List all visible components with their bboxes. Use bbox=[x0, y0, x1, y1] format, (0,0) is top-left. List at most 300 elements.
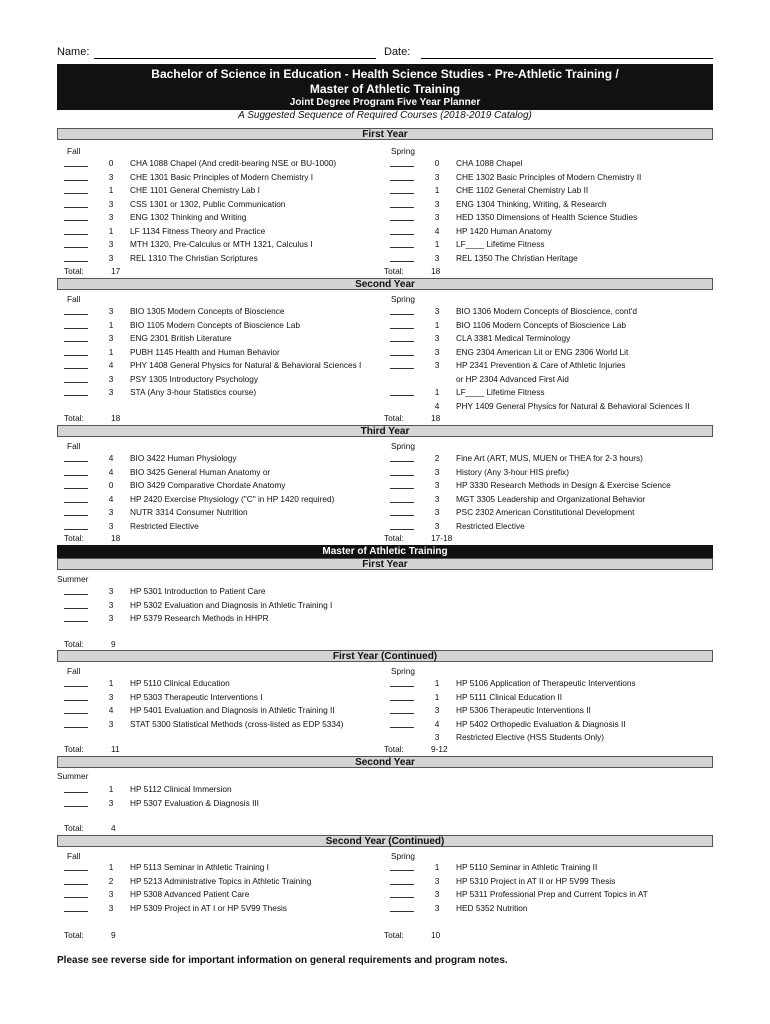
credit-hours: 0 bbox=[434, 158, 440, 168]
course-name: LF 1134 Fitness Theory and Practice bbox=[130, 225, 266, 236]
course-name: or HP 2304 Advanced First Aid bbox=[456, 373, 569, 384]
credit-hours: 1 bbox=[108, 784, 114, 794]
course-name: CSS 1301 or 1302, Public Communication bbox=[130, 198, 286, 209]
term-label: Fall bbox=[67, 666, 81, 676]
course-name: STAT 5300 Statistical Methods (cross-listed as EDP 5334) bbox=[130, 718, 344, 729]
total-label: Total: bbox=[64, 639, 84, 649]
grade-blank[interactable] bbox=[390, 506, 414, 516]
course-name: BIO 1305 Modern Concepts of Bioscience bbox=[130, 306, 285, 316]
credit-hours: 3 bbox=[108, 252, 114, 263]
credit-hours: 3 bbox=[434, 360, 440, 370]
credit-hours: 3 bbox=[434, 198, 440, 209]
credit-hours: 3 bbox=[434, 889, 440, 899]
credit-hours: 4 bbox=[108, 360, 114, 370]
credit-hours: 3 bbox=[434, 333, 440, 343]
grade-blank[interactable] bbox=[390, 157, 414, 167]
total-label: Total: bbox=[384, 413, 404, 423]
grade-blank[interactable] bbox=[64, 238, 88, 248]
course-name: Restricted Elective (HSS Students Only) bbox=[456, 732, 605, 742]
page-title bbox=[57, 64, 713, 110]
section-header: Second Year bbox=[57, 278, 713, 290]
grade-blank[interactable] bbox=[390, 346, 414, 356]
course-name: ENG 1302 Thinking and Writing bbox=[130, 212, 247, 222]
course-name: CHE 1301 Basic Principles of Modern Chemistry I bbox=[130, 171, 314, 182]
course-name: BIO 1306 Modern Concepts of Bioscience, cont'd bbox=[456, 306, 637, 316]
course-row bbox=[390, 305, 710, 318]
credit-hours: 3 bbox=[108, 306, 114, 316]
grade-blank[interactable] bbox=[64, 386, 88, 396]
name-label: Name: bbox=[57, 46, 90, 58]
course-row bbox=[390, 888, 710, 901]
grade-blank[interactable] bbox=[390, 466, 414, 476]
course-name: HP 5301 Introduction to Patient Care bbox=[130, 586, 266, 596]
course-name: LF____ Lifetime Fitness bbox=[456, 239, 545, 249]
course-name: HP 5302 Evaluation and Diagnosis in Athletic Training I bbox=[130, 599, 333, 610]
course-row bbox=[64, 493, 384, 506]
credit-hours: 3 bbox=[108, 520, 114, 531]
total-label: Total: bbox=[64, 266, 84, 276]
credit-hours: 3 bbox=[108, 373, 114, 384]
grade-blank[interactable] bbox=[64, 861, 88, 871]
total-value: 17 bbox=[111, 266, 121, 276]
credit-hours: 3 bbox=[434, 306, 440, 316]
credit-hours: 4 bbox=[108, 493, 114, 504]
grade-blank[interactable] bbox=[390, 520, 414, 530]
grade-blank[interactable] bbox=[390, 493, 414, 503]
course-row bbox=[64, 479, 384, 492]
course-name: ENG 2301 British Literature bbox=[130, 333, 232, 343]
course-row bbox=[64, 238, 384, 251]
course-row bbox=[64, 861, 384, 874]
course-row bbox=[64, 211, 384, 224]
course-row bbox=[64, 888, 384, 901]
credit-hours: 4 bbox=[108, 453, 114, 463]
credit-hours: 3 bbox=[108, 889, 114, 899]
credit-hours: 3 bbox=[108, 718, 114, 729]
course-row bbox=[390, 373, 710, 386]
course-name: PSY 1305 Introductory Psychology bbox=[130, 373, 259, 384]
credit-hours: 3 bbox=[434, 493, 440, 504]
section-header: Second Year bbox=[57, 756, 713, 768]
course-name: Restricted Elective bbox=[456, 520, 525, 531]
page-subtitle: Joint Degree Program Five Year Planner bbox=[289, 97, 481, 108]
grade-blank[interactable] bbox=[64, 225, 88, 235]
footer-note: Please see reverse side for important information on general requirements and program notes. bbox=[57, 955, 508, 966]
course-row bbox=[390, 691, 710, 704]
course-name: HP 5303 Therapeutic Interventions I bbox=[130, 691, 263, 702]
course-row bbox=[390, 718, 710, 731]
grade-blank[interactable] bbox=[64, 599, 88, 609]
credit-hours: 3 bbox=[434, 346, 440, 357]
credit-hours: 4 bbox=[434, 718, 440, 729]
grade-blank[interactable] bbox=[390, 386, 414, 396]
course-row bbox=[390, 677, 710, 690]
grade-blank[interactable] bbox=[64, 691, 88, 701]
page-tagline: A Suggested Sequence of Required Courses (2018-2019 Catalog) bbox=[238, 110, 532, 121]
course-name: HP 5379 Research Methods in HHPR bbox=[130, 613, 269, 623]
credit-hours: 3 bbox=[108, 333, 114, 343]
course-name: PHY 1409 General Physics for Natural & Behavioral Sciences II bbox=[456, 400, 690, 411]
course-name: HP 5309 Project in AT I or HP 5V99 Thesis bbox=[130, 902, 287, 913]
credit-hours: 3 bbox=[434, 212, 440, 222]
course-row bbox=[64, 157, 384, 170]
course-row bbox=[64, 359, 384, 372]
course-row bbox=[64, 718, 384, 731]
course-row bbox=[64, 184, 384, 197]
grade-blank[interactable] bbox=[390, 171, 414, 181]
course-name: BIO 3425 General Human Anatomy or bbox=[130, 466, 271, 477]
grade-blank[interactable] bbox=[390, 225, 414, 235]
grade-blank[interactable] bbox=[390, 319, 414, 329]
title-line-1: Bachelor of Science in Education - Health Science Studies - Pre-Athletic Training / bbox=[151, 67, 619, 81]
course-name: HP 2341 Prevention & Care of Athletic Injuries bbox=[456, 360, 626, 370]
course-name: CHE 1302 Basic Principles of Modern Chemistry II bbox=[456, 171, 642, 182]
grade-blank[interactable] bbox=[390, 691, 414, 701]
total-value: 11 bbox=[111, 744, 120, 754]
grade-blank[interactable] bbox=[390, 359, 414, 369]
credit-hours: 2 bbox=[434, 453, 440, 463]
credit-hours: 3 bbox=[108, 239, 114, 249]
course-name: HP 5106 Application of Therapeutic Interventions bbox=[456, 678, 636, 688]
course-row bbox=[64, 319, 384, 332]
course-name: HP 5111 Clinical Education II bbox=[456, 691, 563, 702]
credit-hours: 3 bbox=[434, 732, 440, 742]
credit-hours: 4 bbox=[434, 225, 440, 236]
grade-blank[interactable] bbox=[64, 612, 88, 622]
course-row bbox=[390, 452, 710, 465]
course-row bbox=[64, 704, 384, 717]
course-name: HP 5213 Administrative Topics in Athletic Training bbox=[130, 875, 312, 886]
credit-hours: 3 bbox=[434, 171, 440, 182]
credit-hours: 3 bbox=[108, 599, 114, 610]
course-name: STA (Any 3-hour Statistics course) bbox=[130, 387, 257, 397]
grade-blank[interactable] bbox=[64, 305, 88, 315]
course-row bbox=[64, 198, 384, 211]
course-row bbox=[64, 452, 384, 465]
date-field[interactable] bbox=[421, 58, 713, 59]
course-name: CHE 1102 General Chemistry Lab II bbox=[456, 185, 589, 195]
course-row bbox=[390, 225, 710, 238]
course-name: HP 5307 Evaluation & Diagnosis III bbox=[130, 797, 259, 808]
course-name: MTH 1320, Pre-Calculus or MTH 1321, Calculus I bbox=[130, 239, 313, 249]
credit-hours: 1 bbox=[434, 319, 440, 330]
course-name: MGT 3305 Leadership and Organizational Behavior bbox=[456, 493, 646, 504]
term-label: Fall bbox=[67, 146, 81, 156]
grade-blank[interactable] bbox=[64, 184, 88, 194]
grade-blank[interactable] bbox=[64, 797, 88, 807]
course-row bbox=[390, 386, 710, 399]
total-label: Total: bbox=[384, 744, 404, 754]
credit-hours: 3 bbox=[108, 171, 114, 182]
grade-blank[interactable] bbox=[390, 677, 414, 687]
course-name: ENG 2304 American Lit or ENG 2306 World Lit bbox=[456, 346, 629, 357]
section-header: Second Year (Continued) bbox=[57, 835, 713, 847]
course-row bbox=[64, 902, 384, 915]
grade-blank[interactable] bbox=[390, 479, 414, 489]
credit-hours: 3 bbox=[434, 466, 440, 477]
course-name: NUTR 3314 Consumer Nutrition bbox=[130, 507, 248, 517]
credit-hours: 3 bbox=[108, 387, 114, 397]
course-name: Restricted Elective bbox=[130, 520, 199, 531]
course-name: PHY 1408 General Physics for Natural & Behavioral Sciences I bbox=[130, 360, 362, 370]
term-label: Fall bbox=[67, 441, 81, 451]
credit-hours: 2 bbox=[108, 875, 114, 886]
term-label: Summer bbox=[57, 771, 89, 781]
credit-hours: 0 bbox=[108, 480, 114, 490]
term-label: Spring bbox=[391, 851, 415, 861]
course-name: HP 2420 Exercise Physiology ("C" in HP 1420 required) bbox=[130, 493, 335, 504]
credit-hours: 1 bbox=[434, 691, 440, 702]
grade-blank[interactable] bbox=[64, 520, 88, 530]
term-label: Spring bbox=[391, 294, 415, 304]
course-row bbox=[64, 585, 384, 598]
grade-blank[interactable] bbox=[390, 718, 414, 728]
grade-blank[interactable] bbox=[64, 319, 88, 329]
course-row bbox=[64, 599, 384, 612]
course-name: History (Any 3-hour HIS prefix) bbox=[456, 466, 569, 477]
credit-hours: 1 bbox=[108, 862, 114, 872]
course-row bbox=[64, 466, 384, 479]
course-name: CHE 1101 General Chemistry Lab I bbox=[130, 185, 260, 195]
credit-hours: 4 bbox=[108, 466, 114, 477]
course-row bbox=[64, 171, 384, 184]
course-name: HP 3330 Research Methods in Design & Exercise Science bbox=[456, 480, 671, 490]
credit-hours: 0 bbox=[108, 158, 114, 168]
total-value: 4 bbox=[111, 823, 116, 833]
course-name: BIO 1106 Modern Concepts of Bioscience Lab bbox=[456, 319, 627, 330]
total-label: Total: bbox=[384, 533, 404, 543]
grade-blank[interactable] bbox=[64, 875, 88, 885]
course-name: PSC 2302 American Constitutional Development bbox=[456, 507, 635, 517]
course-name: PUBH 1145 Health and Human Behavior bbox=[130, 346, 280, 357]
course-row bbox=[64, 520, 384, 533]
course-row bbox=[64, 252, 384, 265]
credit-hours: 1 bbox=[434, 678, 440, 688]
name-field[interactable] bbox=[94, 58, 376, 59]
credit-hours: 3 bbox=[108, 507, 114, 517]
total-value: 18 bbox=[111, 533, 121, 543]
course-row bbox=[390, 875, 710, 888]
credit-hours: 1 bbox=[434, 387, 440, 397]
grade-blank[interactable] bbox=[64, 252, 88, 262]
grade-blank[interactable] bbox=[64, 359, 88, 369]
course-row bbox=[390, 861, 710, 874]
course-row bbox=[390, 731, 710, 744]
credit-hours: 1 bbox=[108, 185, 114, 195]
total-value: 18 bbox=[431, 266, 441, 276]
grade-blank[interactable] bbox=[64, 346, 88, 356]
grade-blank[interactable] bbox=[64, 888, 88, 898]
course-row bbox=[390, 171, 710, 184]
course-name: HED 5352 Nutrition bbox=[456, 902, 528, 913]
course-name: HP 5113 Seminar in Athletic Training I bbox=[130, 862, 269, 872]
grade-blank[interactable] bbox=[64, 466, 88, 476]
term-label: Spring bbox=[391, 441, 415, 451]
total-label: Total: bbox=[64, 533, 84, 543]
grade-blank[interactable] bbox=[390, 452, 414, 462]
grade-blank[interactable] bbox=[64, 452, 88, 462]
grade-blank[interactable] bbox=[390, 704, 414, 714]
grade-blank[interactable] bbox=[390, 332, 414, 342]
total-label: Total: bbox=[64, 744, 84, 754]
credit-hours: 1 bbox=[108, 678, 114, 688]
term-label: Spring bbox=[391, 666, 415, 676]
course-row bbox=[390, 346, 710, 359]
course-row bbox=[64, 332, 384, 345]
course-row bbox=[390, 157, 710, 170]
credit-hours: 3 bbox=[108, 586, 114, 596]
credit-hours: 3 bbox=[434, 507, 440, 517]
course-name: HP 5306 Therapeutic Interventions II bbox=[456, 705, 591, 715]
course-name: HP 5110 Seminar in Athletic Training II bbox=[456, 862, 598, 872]
course-row bbox=[64, 677, 384, 690]
grade-blank[interactable] bbox=[64, 677, 88, 687]
course-name: HP 1420 Human Anatomy bbox=[456, 225, 552, 236]
grade-blank[interactable] bbox=[390, 238, 414, 248]
course-row bbox=[64, 225, 384, 238]
course-row bbox=[390, 704, 710, 717]
credit-hours: 3 bbox=[108, 902, 114, 913]
course-row bbox=[390, 466, 710, 479]
total-label: Total: bbox=[384, 266, 404, 276]
term-label: Spring bbox=[391, 146, 415, 156]
credit-hours: 3 bbox=[434, 875, 440, 886]
total-value: 9 bbox=[111, 930, 116, 940]
grade-blank[interactable] bbox=[64, 171, 88, 181]
credit-hours: 1 bbox=[434, 862, 440, 872]
credit-hours: 3 bbox=[434, 252, 440, 263]
course-name: HP 5308 Advanced Patient Care bbox=[130, 889, 250, 899]
grade-blank[interactable] bbox=[390, 888, 414, 898]
course-name: CHA 1088 Chapel bbox=[456, 158, 523, 168]
grade-blank[interactable] bbox=[64, 332, 88, 342]
course-row bbox=[64, 612, 384, 625]
credit-hours: 3 bbox=[434, 520, 440, 531]
course-row bbox=[390, 359, 710, 372]
course-row bbox=[390, 184, 710, 197]
grade-blank[interactable] bbox=[64, 157, 88, 167]
grade-blank[interactable] bbox=[64, 902, 88, 912]
credit-hours: 4 bbox=[108, 705, 114, 715]
course-name: CHA 1088 Chapel (And credit-bearing NSE or BU-1000) bbox=[130, 158, 337, 168]
credit-hours: 3 bbox=[108, 212, 114, 222]
section-header: First Year bbox=[57, 128, 713, 140]
date-label: Date: bbox=[384, 46, 411, 58]
grade-blank[interactable] bbox=[390, 875, 414, 885]
course-row bbox=[64, 305, 384, 318]
credit-hours: 3 bbox=[108, 797, 114, 808]
grade-blank[interactable] bbox=[390, 184, 414, 194]
course-row bbox=[390, 520, 710, 533]
course-row bbox=[390, 332, 710, 345]
total-value: 17-18 bbox=[431, 533, 453, 543]
course-row bbox=[64, 797, 384, 810]
course-name: REL 1310 The Christian Scriptures bbox=[130, 252, 258, 263]
course-row bbox=[64, 783, 384, 796]
grade-blank[interactable] bbox=[390, 305, 414, 315]
section-header: Third Year bbox=[57, 425, 713, 437]
course-name: BIO 3422 Human Physiology bbox=[130, 453, 237, 463]
course-row bbox=[390, 198, 710, 211]
term-label: Fall bbox=[67, 851, 81, 861]
course-row bbox=[390, 479, 710, 492]
credit-hours: 1 bbox=[108, 346, 114, 357]
course-name: HP 5310 Project in AT II or HP 5V99 Thesis bbox=[456, 875, 616, 886]
grade-blank[interactable] bbox=[64, 479, 88, 489]
grade-blank[interactable] bbox=[390, 861, 414, 871]
course-row bbox=[390, 252, 710, 265]
course-name: CLA 3381 Medical Terminology bbox=[456, 333, 571, 343]
course-name: HP 5112 Clinical Immersion bbox=[130, 784, 232, 794]
course-name: HED 1350 Dimensions of Health Science Studies bbox=[456, 212, 638, 222]
credit-hours: 3 bbox=[434, 480, 440, 490]
section-header: First Year (Continued) bbox=[57, 650, 713, 662]
course-row bbox=[390, 400, 710, 413]
course-row bbox=[64, 875, 384, 888]
grade-blank[interactable] bbox=[64, 704, 88, 714]
grade-blank[interactable] bbox=[64, 493, 88, 503]
course-name: BIO 3429 Comparative Chordate Anatomy bbox=[130, 480, 286, 490]
course-row bbox=[64, 346, 384, 359]
grade-blank[interactable] bbox=[64, 585, 88, 595]
grade-blank[interactable] bbox=[390, 902, 414, 912]
total-label: Total: bbox=[64, 930, 84, 940]
credit-hours: 3 bbox=[108, 691, 114, 702]
grade-blank[interactable] bbox=[64, 198, 88, 208]
total-value: 18 bbox=[111, 413, 121, 423]
program-header: Master of Athletic Training bbox=[57, 545, 713, 558]
grade-blank[interactable] bbox=[64, 211, 88, 221]
course-name: ENG 1304 Thinking, Writing, & Research bbox=[456, 198, 607, 209]
credit-hours: 4 bbox=[434, 400, 440, 411]
total-value: 9-12 bbox=[431, 744, 448, 754]
section-header: First Year bbox=[57, 558, 713, 570]
course-name: BIO 1105 Modern Concepts of Bioscience Lab bbox=[130, 319, 301, 330]
grade-blank[interactable] bbox=[390, 198, 414, 208]
course-row bbox=[64, 373, 384, 386]
credit-hours: 1 bbox=[108, 319, 114, 330]
grade-blank[interactable] bbox=[390, 211, 414, 221]
course-name: HP 5402 Orthopedic Evaluation & Diagnosis II bbox=[456, 718, 626, 729]
grade-blank[interactable] bbox=[64, 718, 88, 728]
total-label: Total: bbox=[384, 930, 404, 940]
course-name: Fine Art (ART, MUS, MUEN or THEA for 2-3 hours) bbox=[456, 453, 643, 463]
credit-hours: 1 bbox=[108, 225, 114, 236]
course-row bbox=[64, 386, 384, 399]
credit-hours: 3 bbox=[434, 902, 440, 913]
course-row bbox=[64, 691, 384, 704]
total-label: Total: bbox=[64, 413, 84, 423]
credit-hours: 3 bbox=[108, 198, 114, 209]
term-label: Summer bbox=[57, 574, 89, 584]
course-name: HP 5311 Professional Prep and Current Topics in AT bbox=[456, 889, 648, 899]
term-label: Fall bbox=[67, 294, 81, 304]
course-row bbox=[390, 493, 710, 506]
grade-blank[interactable] bbox=[64, 506, 88, 516]
course-name: HP 5110 Clinical Education bbox=[130, 678, 230, 688]
grade-blank[interactable] bbox=[64, 373, 88, 383]
course-row bbox=[390, 902, 710, 915]
course-name: LF____ Lifetime Fitness bbox=[456, 387, 545, 397]
credit-hours: 1 bbox=[434, 239, 440, 249]
course-row bbox=[390, 238, 710, 251]
total-value: 18 bbox=[431, 413, 441, 423]
credit-hours: 3 bbox=[108, 613, 114, 623]
grade-blank[interactable] bbox=[64, 783, 88, 793]
grade-blank[interactable] bbox=[390, 252, 414, 262]
credit-hours: 3 bbox=[434, 705, 440, 715]
course-row bbox=[390, 319, 710, 332]
